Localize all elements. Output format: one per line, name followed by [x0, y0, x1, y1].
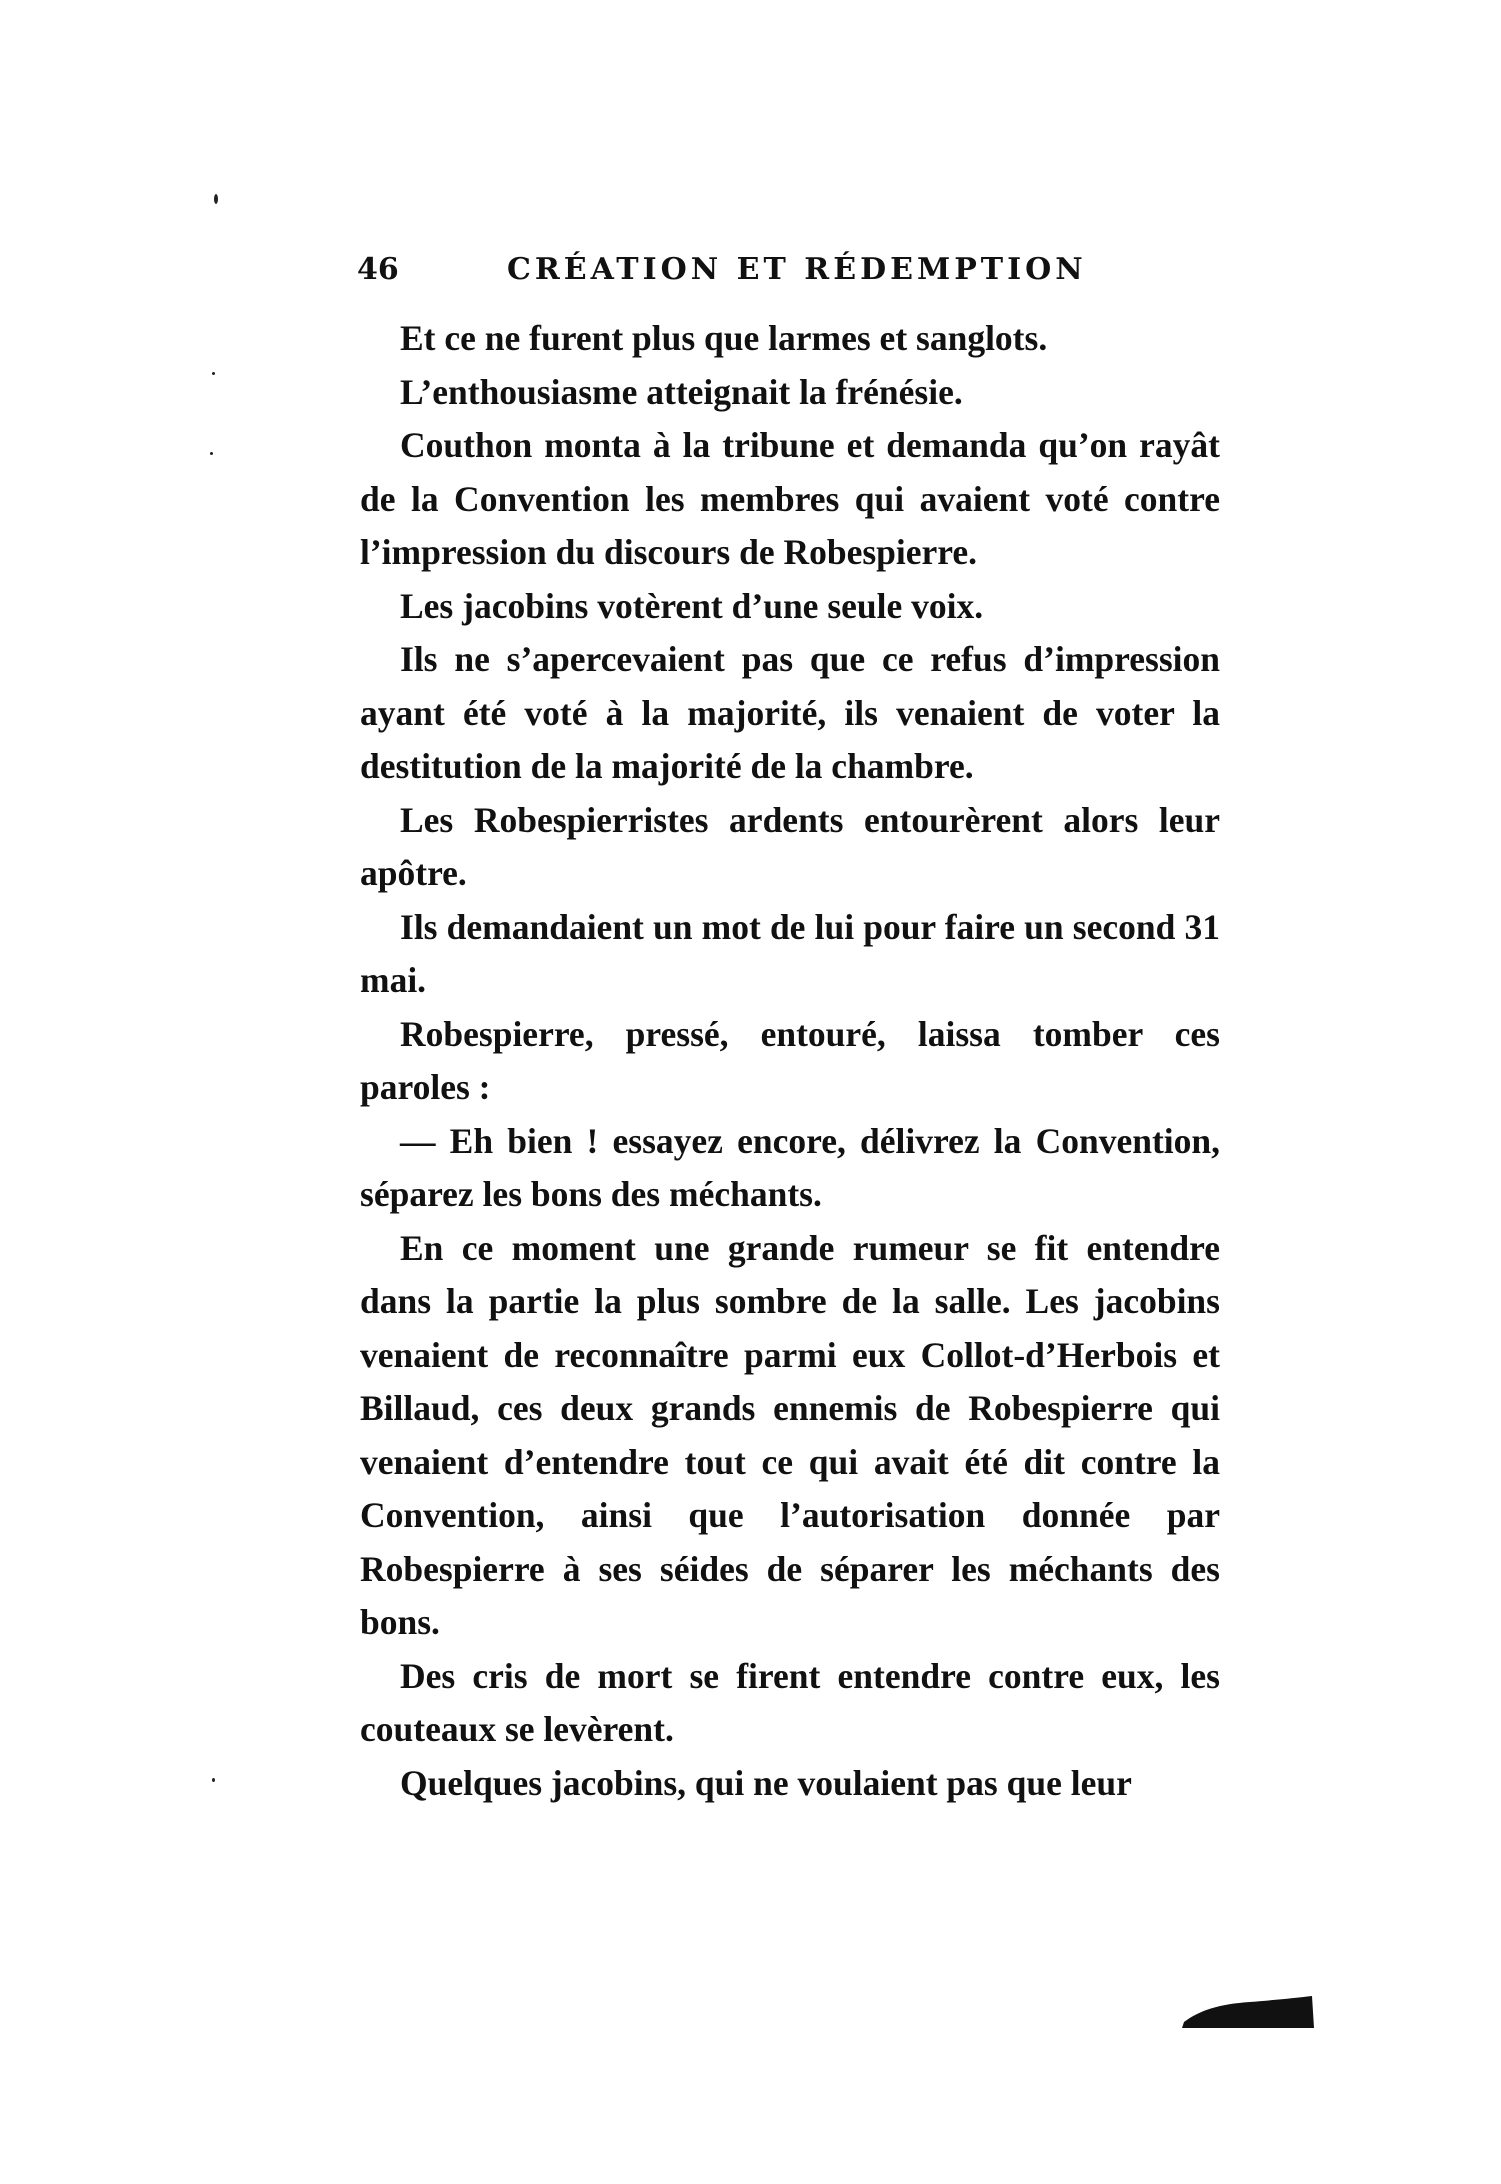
paragraph: Les Robespierristes ardents entourèrent alors leur apôtre.: [360, 799, 1220, 893]
scan-speck: [212, 1778, 215, 1782]
ink-smudge: [1180, 1992, 1316, 2030]
paragraph: Les jacobins votèrent d’une seule voix.: [400, 585, 984, 626]
running-title: CRÉATION ET RÉDEMPTION: [507, 252, 1087, 287]
scan-speck: [210, 452, 213, 455]
scan-speck: [214, 194, 218, 204]
paragraph: Ils demandaient un mot de lui pour faire un second 31 mai.: [360, 906, 1220, 1000]
paragraph: L’enthousiasme atteignait la frénésie.: [400, 371, 963, 412]
paragraph: Robespierre, pressé, entouré, laissa tomber ces paroles :: [360, 1013, 1220, 1107]
page-number: 46: [357, 252, 399, 287]
paragraph: Quelques jacobins, qui ne voulaient pas que leur: [400, 1762, 1132, 1803]
paragraph: Couthon monta à la tribune et demanda qu’on rayât de la Convention les membres qui avaient voté contre l’impression du discours de Robespierre.: [360, 425, 1220, 572]
paragraph: — Eh bien ! essayez encore, délivrez la Convention, séparez les bons des méchants.: [360, 1120, 1220, 1214]
paragraph: Et ce ne furent plus que larmes et sanglots.: [400, 318, 1048, 358]
paragraph: En ce moment une grande rumeur se fit entendre dans la partie la plus sombre de la salle. Les jacobins venaient de reconnaître parmi eux Collot-d’Herbois et Billaud, ces deux grands ennemis de Robespierre qui venaient d’entendre tout ce qui avait été dit contre la Convention, ainsi que l’autorisation donnée par Robespierre à ses séides de séparer les méchants des bons.: [360, 1227, 1220, 1642]
body-text: [360, 312, 1220, 1810]
running-header: [357, 252, 1217, 296]
paragraph: Ils ne s’apercevaient pas que ce refus d’impression ayant été voté à la majorité, ils venaient de voter la destitution de la majorité de la chambre.: [360, 639, 1220, 786]
paragraph: Des cris de mort se firent entendre contre eux, les couteaux se levèrent.: [360, 1655, 1220, 1749]
scan-speck: [212, 372, 215, 375]
